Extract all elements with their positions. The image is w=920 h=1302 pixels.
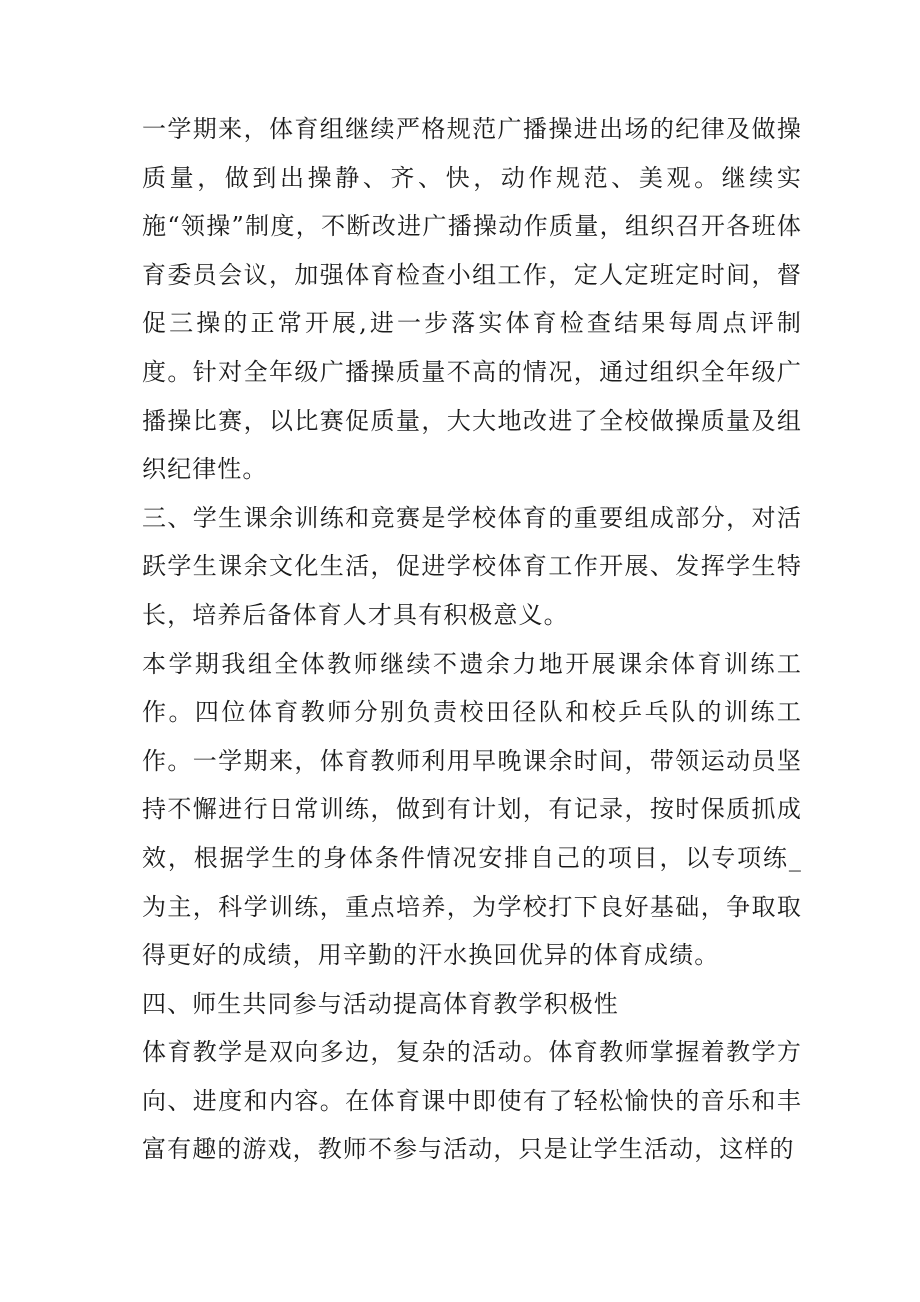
paragraph-teaching-activity: 体育教学是双向多边，复杂的活动。体育教师掌握着教学方向、进度和内容。在体育课中即使有了轻松愉快的音乐和丰富有趣的游戏，教师不参与活动，只是让学生活动，这样的	[142, 1038, 802, 1164]
paragraph-extracurricular-training: 本学期我组全体教师继续不遗余力地开展课余体育训练工作。四位体育教师分别负责校田径队和校乒乓队的训练工作。一学期来，体育教师利用早晚课余时间，带领运动员坚持不懈进行日常训练，做到有计划，有记录，按时保质抓成效，根据学生的身体条件情况安排自己的项目，以专项练_为主，科学训练，重点培养，为学校打下良好基础，争取取得更好的成绩，用辛勤的汗水换回优异的体育成绩。	[142, 649, 802, 970]
paragraph-section-four-heading: 四、师生共同参与活动提高体育教学积极性	[142, 989, 619, 1018]
document-body	[142, 105, 802, 1174]
paragraph-section-three-heading: 三、学生课余训练和竞赛是学校体育的重要组成部分，对活跃学生课余文化生活，促进学校体育工作开展、发挥学生特长，培养后备体育人才具有积极意义。	[142, 503, 802, 629]
paragraph-broadcast-exercise: 一学期来，体育组继续严格规范广播操进出场的纪律及做操质量，做到出操静、齐、快，动作规范、美观。继续实施“领操”制度，不断改进广播操动作质量，组织召开各班体育委员会议，加强体育检查小组工作，定人定班定时间，督促三操的正常开展,进一步落实体育检查结果每周点评制度。针对全年级广播操质量不高的情况，通过组织全年级广播操比赛，以比赛促质量，大大地改进了全校做操质量及组织纪律性。	[142, 115, 802, 484]
